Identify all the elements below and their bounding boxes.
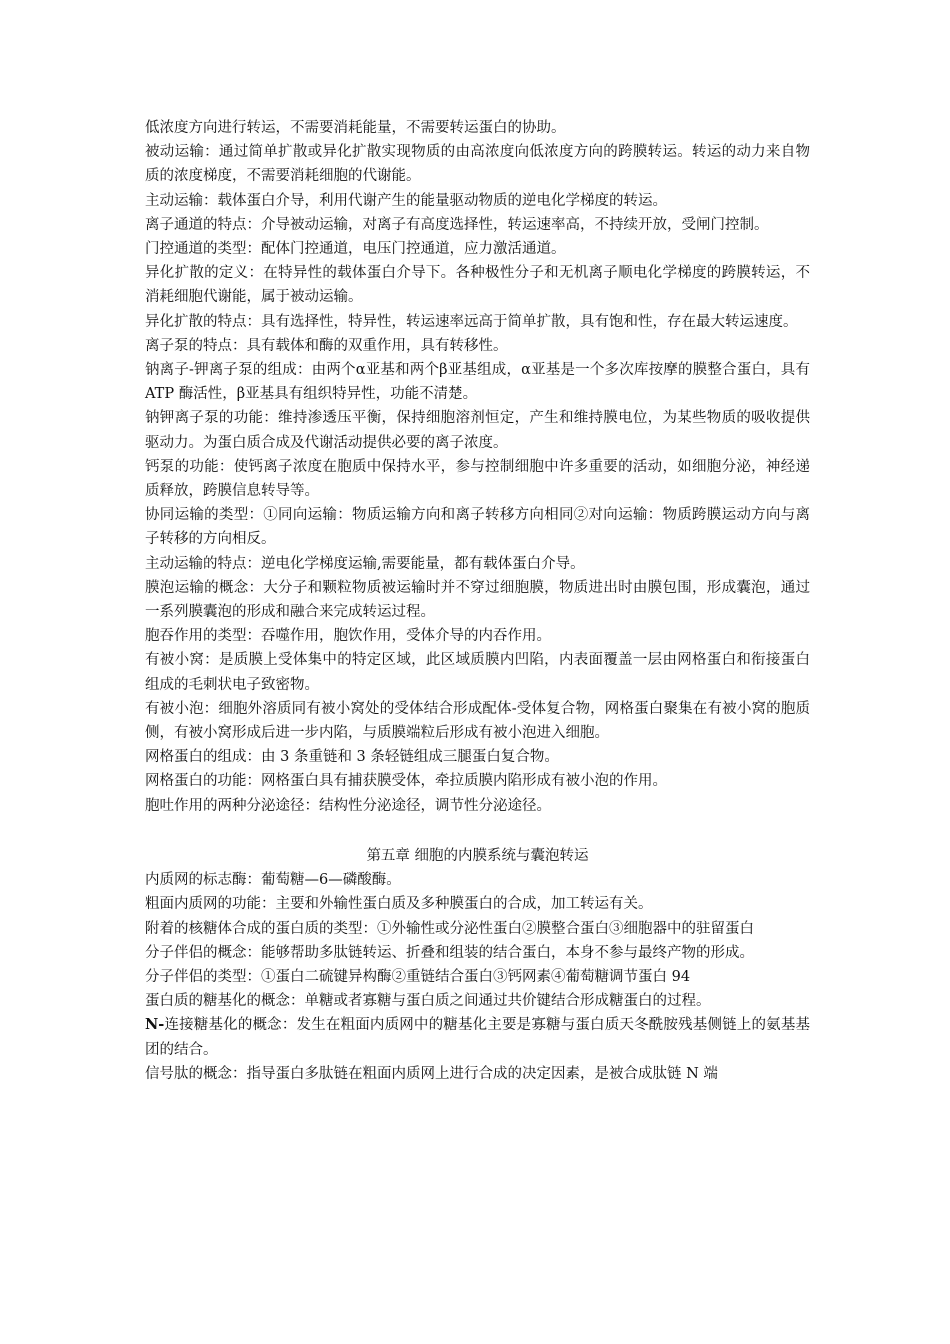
paragraph: 胞吞作用的类型：吞噬作用，胞饮作用，受体介导的内吞作用。	[145, 628, 551, 645]
paragraph-signal-peptide: 信号肽的概念：指导蛋白多肽链在粗面内质网上进行合成的决定因素，是被合成肽链 N 端	[145, 1065, 718, 1082]
paragraph: 钙泵的功能：使钙离子浓度在胞质中保持水平，参与控制细胞中许多重要的活动，如细胞分泌，神经递质释放，跨膜信息转导等。	[145, 458, 810, 500]
chapter-heading: 第五章 细胞的内膜系统与囊泡转运	[366, 847, 589, 864]
paragraph: 膜泡运输的概念：大分子和颗粒物质被运输时并不穿过细胞膜，物质进出时由膜包围，形成囊泡，通过一系列膜囊泡的形成和融合来完成转运过程。	[145, 579, 810, 621]
paragraph: 异化扩散的特点：具有选择性，特异性，转运速率远高于简单扩散，具有饱和性，存在最大转运速度。	[145, 313, 798, 330]
paragraph: 被动运输：通过简单扩散或异化扩散实现物质的由高浓度向低浓度方向的跨膜转运。转运的动力来自物质的浓度梯度，不需要消耗细胞的代谢能。	[145, 144, 810, 185]
paragraph: 低浓度方向进行转运，不需要消耗能量，不需要转运蛋白的协助。	[145, 120, 566, 136]
paragraph-n-glycosylation	[145, 1013, 810, 1061]
n-glycosylation-text: 连接糖基化的概念：发生在粗面内质网中的糖基化主要是寡糖与蛋白质天冬酰胺残基侧链上的氨基基团的结合。	[145, 1017, 810, 1058]
paragraph: 网格蛋白的功能：网格蛋白具有捕获膜受体，牵拉质膜内陷形成有被小泡的作用。	[145, 773, 667, 790]
paragraph: 主动运输：载体蛋白介导，利用代谢产生的能量驱动物质的逆电化学梯度的转运。	[145, 192, 667, 209]
paragraph: 离子泵的特点：具有载体和酶的双重作用，具有转移性。	[145, 337, 508, 354]
paragraph: 分子伴侣的概念：能够帮助多肽链转运、折叠和组装的结合蛋白，本身不参与最终产物的形成。	[145, 944, 754, 961]
paragraph: 粗面内质网的功能：主要和外输性蛋白质及多种膜蛋白的合成，加工转运有关。	[145, 896, 653, 913]
n-prefix: N-	[145, 1016, 165, 1034]
paragraph: 主动运输的特点：逆电化学梯度运输,需要能量，都有载体蛋白介导。	[145, 555, 585, 572]
paragraph: 有被小窝：是质膜上受体集中的特定区域，此区域质膜内凹陷，内表面覆盖一层由网格蛋白和衔接蛋白组成的毛刺状电子致密物。	[145, 652, 810, 693]
paragraph: 钠离子-钾离子泵的组成：由两个α亚基和两个β亚基组成，α亚基是一个多次库按摩的膜整合蛋白，具有 ATP 酶活性，β亚基具有组织特异性，功能不清楚。	[145, 362, 810, 403]
paragraph: 钠钾离子泵的功能：维持渗透压平衡，保持细胞溶剂恒定，产生和维持膜电位，为某些物质的吸收提供驱动力。为蛋白质合成及代谢活动提供必要的离子浓度。	[145, 410, 810, 451]
paragraph: 内质网的标志酶：葡萄糖—6—磷酸酶。	[145, 872, 401, 889]
paragraph: 协同运输的类型：①同向运输：物质运输方向和离子转移方向相同②对向运输：物质跨膜运动方向与离子转移的方向相反。	[145, 507, 810, 548]
paragraph: 网格蛋白的组成：由 3 条重链和 3 条轻链组成三腿蛋白复合物。	[145, 749, 559, 766]
paragraph: 胞吐作用的两种分泌途径：结构性分泌途径，调节性分泌途径。	[145, 797, 551, 814]
paragraph: 门控通道的类型：配体门控通道，电压门控通道，应力激活通道。	[145, 241, 566, 258]
paragraph: 蛋白质的糖基化的概念：单糖或者寡糖与蛋白质之间通过共价键结合形成糖蛋白的过程。	[145, 993, 711, 1010]
paragraph: 分子伴侣的类型：①蛋白二硫键异构酶②重链结合蛋白③钙网素④葡萄糖调节蛋白 94	[145, 968, 691, 985]
paragraph: 有被小泡：细胞外溶质同有被小窝处的受体结合形成配体-受体复合物，网格蛋白聚集在有被小窝的胞质侧，有被小窝形成后进一步内陷，与质膜端粒后形成有被小泡进入细胞。	[145, 700, 810, 742]
paragraph: 附着的核糖体合成的蛋白质的类型：①外输性或分泌性蛋白②膜整合蛋白③细胞器中的驻留蛋白	[145, 920, 754, 937]
document-body	[145, 116, 810, 1086]
paragraph: 离子通道的特点：介导被动运输，对离子有高度选择性，转运速率高，不持续开放，受闸门控制。	[145, 216, 769, 233]
paragraph: 异化扩散的定义：在特异性的载体蛋白介导下。各种极性分子和无机离子顺电化学梯度的跨膜转运，不消耗细胞代谢能，属于被动运输。	[145, 265, 810, 306]
